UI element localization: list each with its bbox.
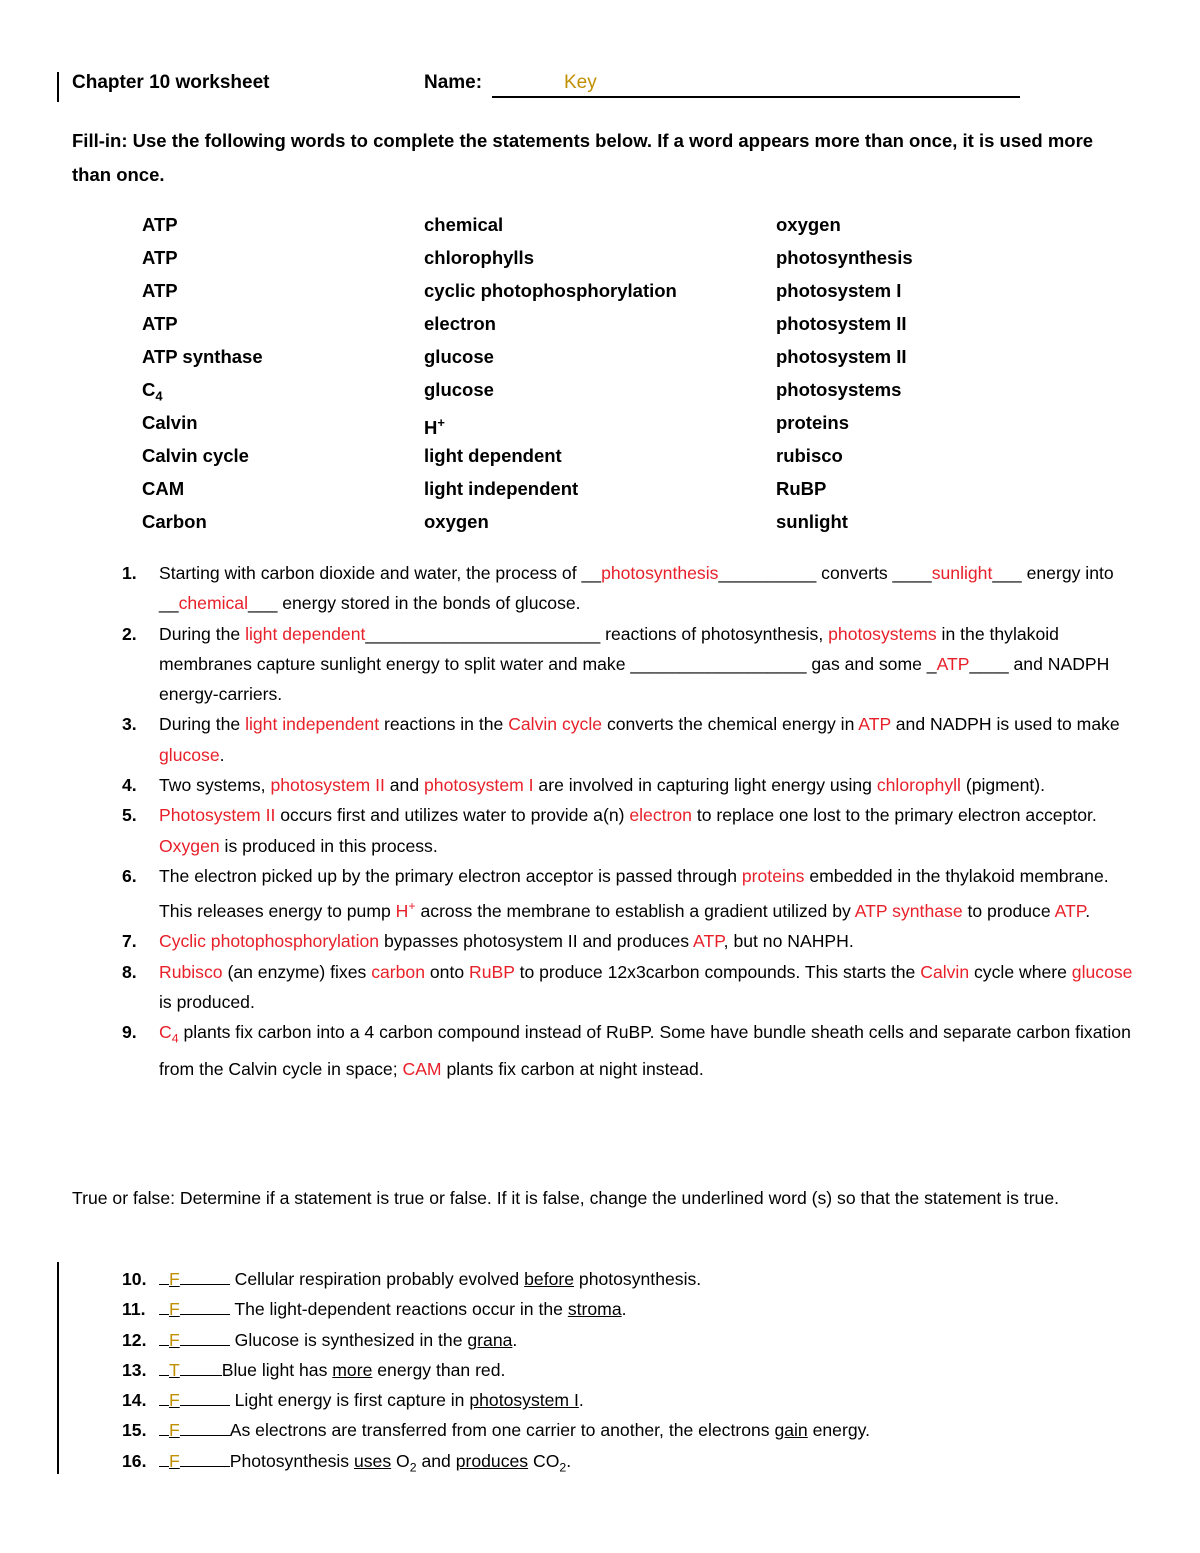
word-bank-item: ATP synthase [142,346,263,367]
question-4: 4. Two systems, photosystem II and photosystem I are involved in capturing light energy using chlorophyll (pigment). [122,775,1046,796]
question-1: 1. Starting with carbon dioxide and water, the process of __photosynthesis__________ converts ____sunlight___ energy into __chemical___ energy stored in the bonds of glucose. [122,563,1114,614]
tf-question-13: 13. T Blue light has more energy than red. [122,1359,506,1380]
word-bank-item: oxygen [424,511,489,532]
true-false-instructions: True or false: Determine if a statement is true or false. If it is false, change the underlined word (s) so that the statement is true. [72,1188,1060,1208]
fill-in-instructions: Fill-in: Use the following words to complete the statements below. If a word appears more than once, it is used more than once. [72,130,1094,185]
name-label: Name: [424,72,483,93]
word-bank-item: ATP [142,214,178,235]
tf-answer: F [169,1420,180,1441]
question-7: 7. Cyclic photophosphorylation bypasses photosystem II and produces ATP, but no NAHPH. [122,931,854,952]
tf-question-11: 11. F The light-dependent reactions occur in the stroma. [122,1299,627,1320]
word-bank-item: Calvin [142,412,198,433]
revision-bar [57,72,59,102]
tf-answer: F [169,1450,180,1471]
name-field [492,72,1020,98]
tf-answer: F [169,1390,180,1411]
word-bank-item: H+ [424,415,445,439]
word-bank-item: photosystem II [776,346,907,367]
tf-question-10: 10. F Cellular respiration probably evolved before photosynthesis. [122,1269,702,1289]
question-3: 3. During the light independent reactions in the Calvin cycle converts the chemical energy in ATP and NADPH is used to make glucose. [122,714,1120,765]
header [72,72,1132,104]
word-bank-item: light dependent [424,445,562,466]
word-bank-item: glucose [424,346,494,367]
question-8: 8. Rubisco (an enzyme) fixes carbon onto RuBP to produce 12x3carbon compounds. This starts the Calvin cycle where glucose is produced. [122,961,1133,1013]
page-title: Chapter 10 worksheet [72,72,270,93]
question-5: 5. Photosystem II occurs first and utilizes water to provide a(n) electron to replace one lost to the primary electron acceptor. Oxygen is produced in this process. [122,805,1097,856]
word-bank-item: photosynthesis [776,247,913,268]
word-bank-column-2 [424,208,677,538]
word-bank-item: Calvin cycle [142,445,249,466]
word-bank-item: electron [424,313,496,334]
question-6: 6. The electron picked up by the primary electron acceptor is passed through proteins embedded in the thylakoid membrane. This releases energy to pump H+ across the membrane to establish a gradient utilized by ATP synthase to produce ATP. [122,865,1109,922]
word-bank-item: photosystem II [776,313,907,334]
word-bank-item: light independent [424,478,579,499]
word-bank-item: chlorophylls [424,247,534,268]
tf-question-16: 16. F Photosynthesis uses $O_2$ and produces $CO_2$. [122,1450,572,1475]
tf-question-12: 12. F Glucose is synthesized in the grana. [122,1329,518,1350]
word-bank-item: ATP [142,313,178,334]
word-bank-column-1 [142,208,263,538]
question-2: 2. During the light dependent________________________ reactions of photosynthesis, photosystems in the thylakoid membranes capture sunlight energy to split water and make __________________ gas and some _ATP____ and NADPH energy-carriers. [122,623,1110,705]
word-bank-item: rubisco [776,445,843,466]
tf-answer: F [169,1329,180,1350]
word-bank-item: oxygen [776,214,841,235]
word-bank-item: $C_4$ [142,379,163,404]
word-bank-column-3 [776,208,913,538]
word-bank-item: photosystems [776,379,902,400]
word-bank-item: photosystem I [776,280,902,301]
fill-in-questions [122,558,1142,1084]
tf-question-15: 15. F As electrons are transferred from one carrier to another, the electrons gain energy. [122,1420,870,1441]
question-9: 9. $C_4$ plants fix carbon into a 4 carbon compound instead of RuBP. Some have bundle sheath cells and separate carbon fixation from the Calvin cycle in space; CAM plants fix carbon at night instead. [122,1022,1131,1080]
word-bank-item: ATP [142,280,178,301]
word-bank-item: cyclic photophosphorylation [424,280,677,301]
tf-question-14: 14. F Light energy is first capture in photosystem I. [122,1390,584,1411]
word-bank-item: chemical [424,214,504,235]
word-bank-item: glucose [424,379,494,400]
word-bank-item: CAM [142,478,185,499]
word-bank-item: RuBP [776,478,827,499]
name-value: Key [564,72,597,93]
true-false-questions [122,1264,1142,1483]
word-bank-item: Carbon [142,511,207,532]
word-bank-item: sunlight [776,511,848,532]
tf-answer: F [169,1269,180,1289]
word-bank-item: ATP [142,247,178,268]
tf-answer: F [169,1299,180,1320]
tf-answer: T [169,1359,180,1380]
revision-bar [57,1262,59,1474]
word-bank-item: proteins [776,412,849,433]
